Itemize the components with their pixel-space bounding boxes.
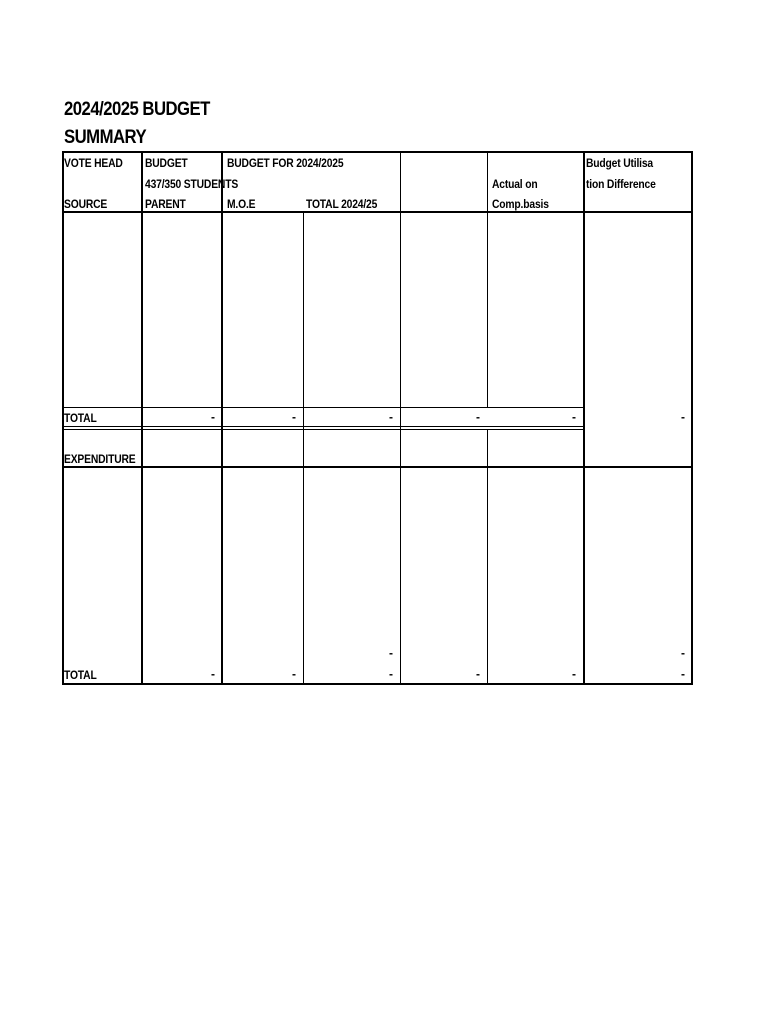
col-divider-5-lower xyxy=(487,429,488,684)
col-divider-1 xyxy=(141,151,143,685)
table-bottom-border xyxy=(62,683,693,685)
expenditure-total-2024-25: - xyxy=(389,667,393,681)
header-budget-utilisa: Budget Utilisa xyxy=(586,156,653,170)
header-parent: PARENT xyxy=(145,197,186,211)
header-budget-for: BUDGET FOR 2024/2025 xyxy=(227,156,344,170)
header-vote-head: VOTE HEAD xyxy=(64,156,123,170)
income-total-actual: - xyxy=(572,410,576,424)
col-divider-6 xyxy=(583,151,585,685)
expenditure-total-actual: - xyxy=(572,667,576,681)
income-total-difference: - xyxy=(681,410,685,424)
page-title-line-1: 2024/2025 BUDGET xyxy=(64,99,210,120)
income-total-2024-25: - xyxy=(389,410,393,424)
expenditure-total-col-5: - xyxy=(476,667,480,681)
col-divider-5-upper xyxy=(487,151,488,407)
income-total-col-5: - xyxy=(476,410,480,424)
table-top-border xyxy=(62,151,693,153)
header-bottom-border xyxy=(62,211,693,213)
col-divider-2 xyxy=(221,151,223,685)
header-tion-difference: tion Difference xyxy=(586,177,656,191)
header-moe: M.O.E xyxy=(227,197,256,211)
header-comp-basis: Comp.basis xyxy=(492,197,549,211)
income-total-moe: - xyxy=(292,410,296,424)
header-students: 437/350 STUDENTS xyxy=(145,177,239,191)
expenditure-total-parent: - xyxy=(211,667,215,681)
expenditure-subtotal-2024-25: - xyxy=(389,646,393,660)
income-total-label: TOTAL xyxy=(64,411,97,425)
header-budget: BUDGET xyxy=(145,156,188,170)
header-source: SOURCE xyxy=(64,197,108,211)
col-divider-3 xyxy=(303,213,304,684)
expenditure-header-bottom-border xyxy=(62,466,693,468)
col-divider-4 xyxy=(400,151,401,684)
income-total-parent: - xyxy=(211,410,215,424)
expenditure-total-difference: - xyxy=(681,667,685,681)
header-actual-on: Actual on xyxy=(492,177,538,191)
expenditure-subtotal-difference: - xyxy=(681,646,685,660)
header-total-2024-25: TOTAL 2024/25 xyxy=(306,197,378,211)
expenditure-total-moe: - xyxy=(292,667,296,681)
page-title-line-2: SUMMARY xyxy=(64,127,147,148)
table-right-border xyxy=(691,151,693,685)
expenditure-total-label: TOTAL xyxy=(64,668,97,682)
expenditure-label: EXPENDITURE xyxy=(64,452,136,466)
